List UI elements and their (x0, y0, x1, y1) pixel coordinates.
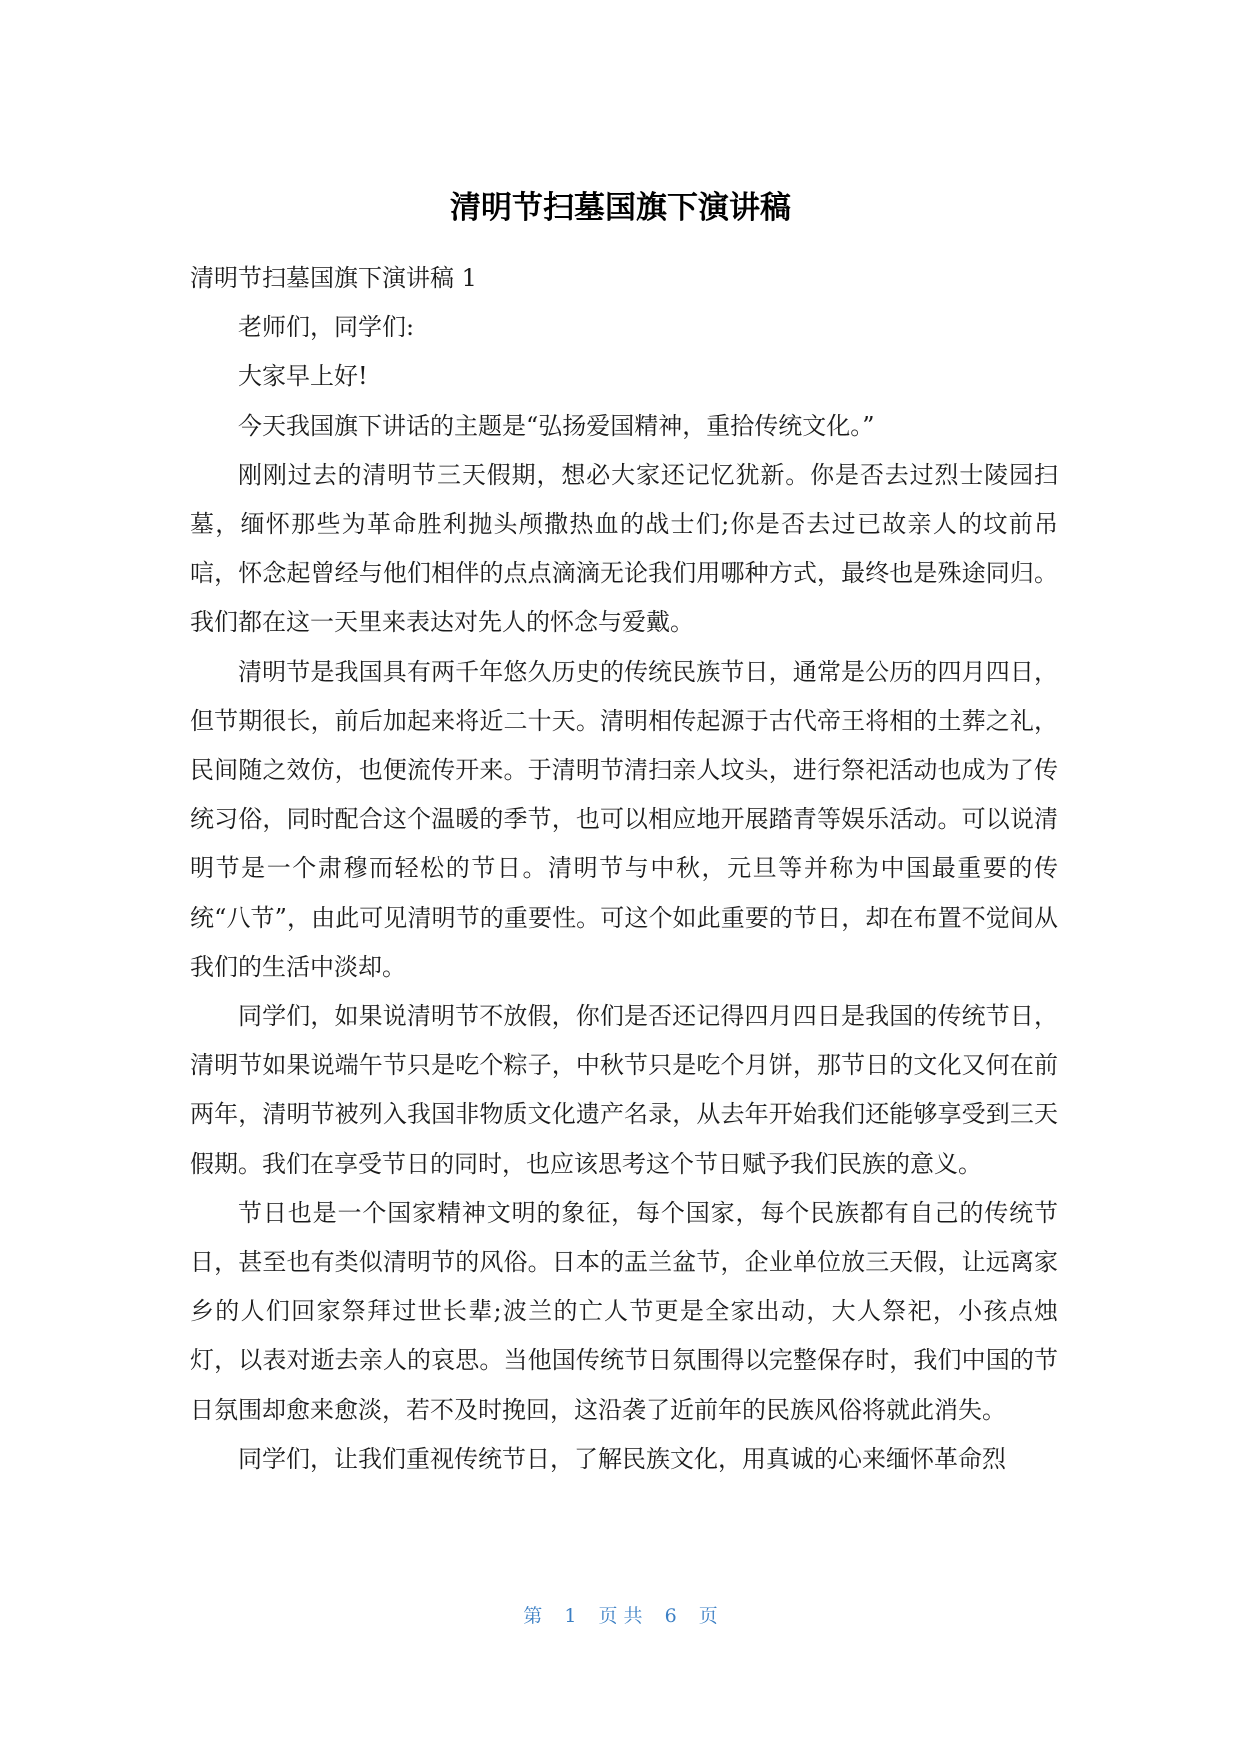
footer-of-label: 页 共 (598, 1605, 643, 1627)
document-body (190, 254, 1058, 1484)
paragraph-greeting: 老师们，同学们: (238, 313, 415, 342)
page-footer (0, 1604, 1241, 1628)
paragraph-body: 同学们，如果说清明节不放假，你们是否还记得四月四日是我国的传统节日，清明节如果说端午节只是吃个粽子，中秋节只是吃个月饼，那节日的文化又何在前两年，清明节被列入我国非物质文化遗产名录，从去年开始我们还能够享受到三天假期。我们在享受节日的同时，也应该思考这个节日赋予我们民族的意义。 (190, 1002, 1058, 1178)
paragraph-morning: 大家早上好! (238, 362, 368, 391)
paragraph-body: 刚刚过去的清明节三天假期，想必大家还记忆犹新。你是否去过烈士陵园扫墓，缅怀那些为革命胜利抛头颅撒热血的战士们;你是否去过已故亲人的坟前吊唁，怀念起曾经与他们相伴的点点滴滴无论我们用哪种方式，最终也是殊途同归。我们都在这一天里来表达对先人的怀念与爱戴。 (190, 460, 1058, 637)
paragraph-theme: 今天我国旗下讲话的主题是“弘扬爱国精神，重拾传统文化。” (238, 411, 875, 440)
footer-page-label: 第 (523, 1605, 543, 1627)
paragraph-body: 同学们，让我们重视传统节日，了解民族文化，用真诚的心来缅怀革命烈 (238, 1444, 1006, 1473)
page-title: 清明节扫墓国旗下演讲稿 (450, 190, 791, 226)
footer-page-number: 1 (564, 1605, 577, 1627)
footer-pages-label: 页 (698, 1605, 718, 1627)
paragraph-body: 清明节是我国具有两千年悠久历史的传统民族节日，通常是公历的四月四日，但节期很长，前后加起来将近二十天。清明相传起源于古代帝王将相的土葬之礼，民间随之效仿，也便流传开来。于清明节清扫亲人坟头，进行祭祀活动也成为了传统习俗，同时配合这个温暖的季节，也可以相应地开展踏青等娱乐活动。可以说清明节是一个肃穆而轻松的节日。清明节与中秋，元旦等并称为中国最重要的传统“八节”，由此可见清明节的重要性。可这个如此重要的节日，却在布置不觉间从我们的生活中淡却。 (190, 657, 1058, 981)
footer-total-pages: 6 (664, 1605, 677, 1627)
paragraph-body: 节日也是一个国家精神文明的象征，每个国家，每个民族都有自己的传统节日，甚至也有类似清明节的风俗。日本的盂兰盆节，企业单位放三天假，让远离家乡的人们回家祭拜过世长辈;波兰的亡人节更是全家出动，大人祭祀，小孩点烛灯，以表对逝去亲人的哀思。当他国传统节日氛围得以完整保存时，我们中国的节日氛围却愈来愈淡，若不及时挽回，这沿袭了近前年的民族风俗将就此消失。 (190, 1198, 1058, 1424)
section-subtitle: 清明节扫墓国旗下演讲稿 1 (190, 264, 477, 292)
